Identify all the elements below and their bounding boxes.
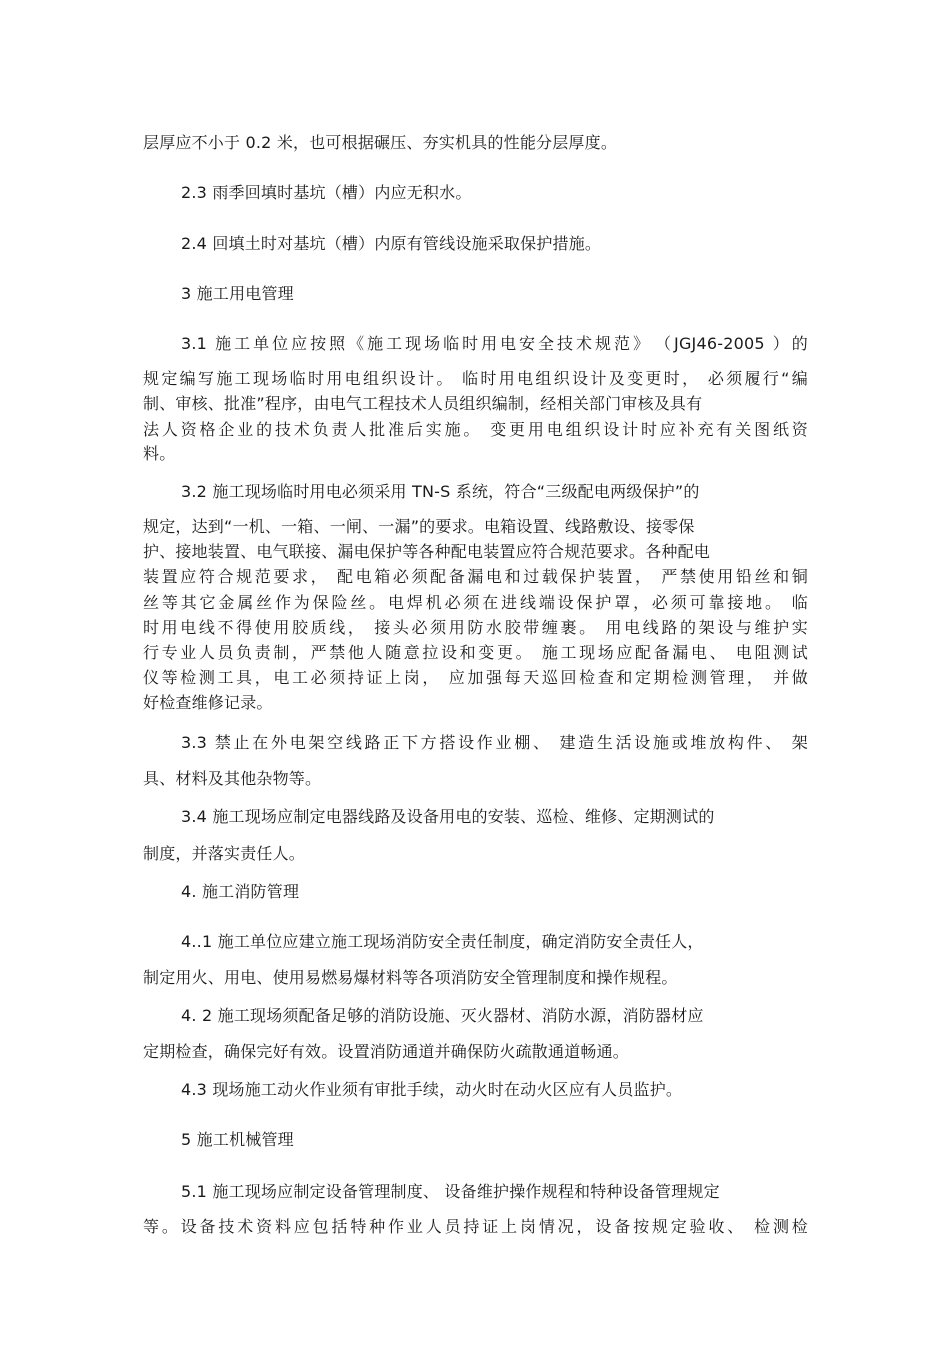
subsection-4-2: 4. 2 施工现场须配备足够的消防设施、灭火器材、消防水源，消防器材应 — [181, 1006, 704, 1025]
text-line: 具、材料及其他杂物等。 — [143, 769, 322, 788]
text-line: 护、接地装置、电气联接、漏电保护等各种配电装置应符合规范要求。各种配电 — [143, 542, 711, 561]
text-line: 制、审核、批准”程序，由电气工程技术人员组织编制，经相关部门审核及具有 — [143, 394, 703, 413]
text-line: 规定编写施工现场临时用电组织设计。 临时用电组织设计及变更时， 必须履行“编 — [143, 369, 808, 388]
text-line: 行专业人员负责制，严禁他人随意拉设和变更。 施工现场应配备漏电、 电阻测试 — [143, 643, 808, 662]
text-line: 制度，并落实责任人。 — [143, 844, 306, 863]
subsection-3-3: 3.3 禁止在外电架空线路正下方搭设作业棚、 建造生活设施或堆放构件、 架 — [181, 733, 808, 752]
subsection-4-1: 4..1 施工单位应建立施工现场消防安全责任制度，确定消防安全责任人， — [181, 932, 704, 951]
section-heading-4: 4. 施工消防管理 — [181, 882, 300, 901]
text-line: 丝等其它金属丝作为保险丝。电焊机必须在进线端设保护罩，必须可靠接地。 临 — [143, 593, 808, 612]
subsection-4-3: 4.3 现场施工动火作业须有审批手续，动火时在动火区应有人员监护。 — [181, 1080, 683, 1099]
subsection-2-3: 2.3 雨季回填时基坑（槽）内应无积水。 — [181, 183, 472, 202]
text-line: 装置应符合规范要求， 配电箱必须配备漏电和过载保护装置， 严禁使用铅丝和铜 — [143, 567, 808, 586]
text-line: 制定用火、用电、使用易燃易爆材料等各项消防安全管理制度和操作规程。 — [143, 968, 678, 987]
text-line: 法人资格企业的技术负责人批准后实施。 变更用电组织设计时应补充有关图纸资 — [143, 420, 808, 439]
section-heading-5: 5 施工机械管理 — [181, 1130, 294, 1149]
subsection-3-1: 3.1 施工单位应按照《施工现场临时用电安全技术规范》 （JGJ46-2005 ）的 — [181, 334, 808, 353]
subsection-2-4: 2.4 回填土时对基坑（槽）内原有管线设施采取保护措施。 — [181, 234, 602, 253]
text-line: 时用电线不得使用胶质线， 接头必须用防水胶带缠裹。 用电线路的架设与维护实 — [143, 618, 808, 637]
subsection-3-2: 3.2 施工现场临时用电必须采用 TN-S 系统，符合“三级配电两级保护”的 — [181, 482, 700, 501]
text-line: 好检查维修记录。 — [143, 693, 273, 712]
section-heading-3: 3 施工用电管理 — [181, 284, 294, 303]
text-line: 层厚应不小于 0.2 米，也可根据碾压、夯实机具的性能分层厚度。 — [143, 133, 618, 152]
subsection-5-1: 5.1 施工现场应制定设备管理制度、 设备维护操作规程和特种设备管理规定 — [181, 1182, 720, 1201]
text-line: 规定，达到“一机、一箱、一闸、一漏”的要求。电箱设置、线路敷设、接零保 — [143, 517, 695, 536]
text-line: 等。设备技术资料应包括特种作业人员持证上岗情况，设备按规定验收、 检测检 — [143, 1217, 808, 1236]
text-line: 仪等检测工具，电工必须持证上岗， 应加强每天巡回检查和定期检测管理， 并做 — [143, 668, 808, 687]
text-line: 料。 — [143, 444, 176, 463]
text-line: 定期检查，确保完好有效。设置消防通道并确保防火疏散通道畅通。 — [143, 1042, 630, 1061]
subsection-3-4: 3.4 施工现场应制定电器线路及设备用电的安装、巡检、维修、定期测试的 — [181, 807, 715, 826]
